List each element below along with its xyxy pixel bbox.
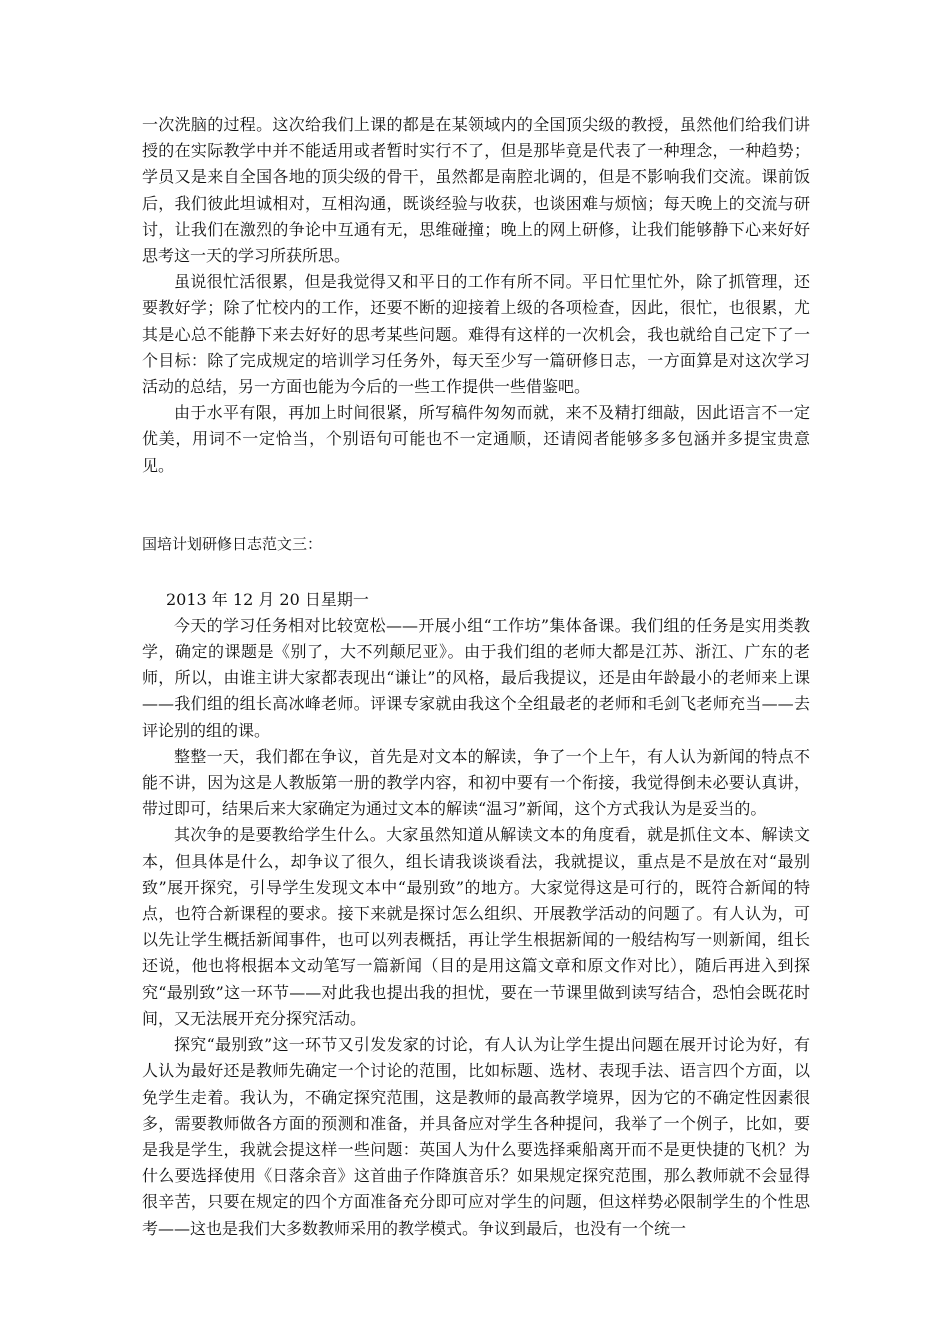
paragraph: 由于水平有限，再加上时间很紧，所写稿件匆匆而就，来不及精打细敲，因此语言不一定优美，用词不一定恰当，个别语句可能也不一定通顺，还请阅者能够多多包涵并多提宝贵意见。	[142, 403, 810, 475]
paragraph: 虽说很忙活很累，但是我觉得又和平日的工作有所不同。平日忙里忙外，除了抓管理，还要教好学；除了忙校内的工作，还要不断的迎接着上级的各项检查，因此，很忙，也很累，尤其是心总不能静下来去好好的思考某些问题。难得有这样的一次机会，我也就给自己定下了一个目标：除了完成规定的培训学习任务外，每天至少写一篇研修日志，一方面算是对这次学习活动的总结，另一方面也能为今后的一些工作提供一些借鉴吧。	[142, 272, 810, 397]
paragraph: 其次争的是要教给学生什么。大家虽然知道从解读文本的角度看，就是抓住文本、解读文本，但具体是什么，却争议了很久，组长请我谈谈看法，我就提议，重点是不是放在对“最别致”展开探究，引导学生发现文本中“最别致”的地方。大家觉得这是可行的，既符合新闻的特点，也符合新课程的要求。接下来就是探讨怎么组织、开展教学活动的问题了。有人认为，可以先让学生概括新闻事件，也可以列表概括，再让学生根据新闻的一般结构写一则新闻，组长还说，他也将根据本文动笔写一篇新闻（目的是用这篇文章和原文作对比），随后再进入到探究“最别致”这一环节——对此我也提出我的担忧，要在一节课里做到读写结合，恐怕会既花时间，又无法展开充分探究活动。	[142, 825, 810, 1028]
paragraph: 今天的学习任务相对比较宽松——开展小组“工作坊”集体备课。我们组的任务是实用类教学，确定的课题是《别了，大不列颠尼亚》。由于我们组的老师大都是江苏、浙江、广东的老师，所以，由谁主讲大家都表现出“谦让”的风格，最后我提议，还是由年龄最小的老师来上课——我们组的组长高冰峰老师。评课专家就由我这个全组最老的老师和毛剑飞老师充当——去评论别的组的课。	[142, 615, 810, 740]
paragraph: 探究“最别致”这一环节又引发发家的讨论，有人认为让学生提出问题在展开讨论为好，有人认为最好还是教师先确定一个讨论的范围，比如标题、选材、表现手法、语言四个方面，以免学生走着。我认为，不确定探究范围，这是教师的最高教学境界，因为它的不确定性因素很多，需要教师做各方面的预测和准备，并具备应对学生各种提问，我举了一个例子，比如，要是我是学生，我就会提这样一些问题：英国人为什么要选择乘船离开而不是更快捷的飞机？为什么要选择使用《日落余音》这首曲子作降旗音乐？如果规定探究范围，那么教师就不会显得很辛苦，只要在规定的四个方面准备充分即可应对学生的问题，但这样势必限制学生的个性思考——这也是我们大多数教师采用的教学模式。争议到最后，也没有一个统一	[142, 1035, 810, 1238]
paragraph: 整整一天，我们都在争议，首先是对文本的解读，争了一个上午，有人认为新闻的特点不能不讲，因为这是人教版第一册的教学内容，和初中要有一个衔接，我觉得倒未必要认真讲，带过即可，结果后来大家确定为通过文本的解读“温习”新闻，这个方式我认为是妥当的。	[142, 746, 810, 819]
entry-date: 2013 年 12 月 20 日星期一	[166, 589, 369, 609]
section-spacer	[142, 479, 810, 531]
paragraph-continuation: 一次洗脑的过程。这次给我们上课的都是在某领域内的全国顶尖级的教授，虽然他们给我们讲授的在实际教学中并不能适用或者暂时实行不了，但是那毕竟是代表了一种理念，一种趋势；学员又是来自全国各地的顶尖级的骨干，虽然都是南腔北调的，但是不影响我们交流。课前饭后，我们彼此坦诚相对，互相沟通，既谈经验与收获，也谈困难与烦恼；每天晚上的交流与研讨，让我们在激烈的争论中互通有无，思维碰撞；晚上的网上研修，让我们能够静下心来好好思考这一天的学习所获所思。	[142, 115, 810, 266]
section-spacer	[142, 557, 810, 587]
section-heading: 国培计划研修日志范文三：	[142, 534, 323, 553]
document-body	[142, 112, 810, 1242]
